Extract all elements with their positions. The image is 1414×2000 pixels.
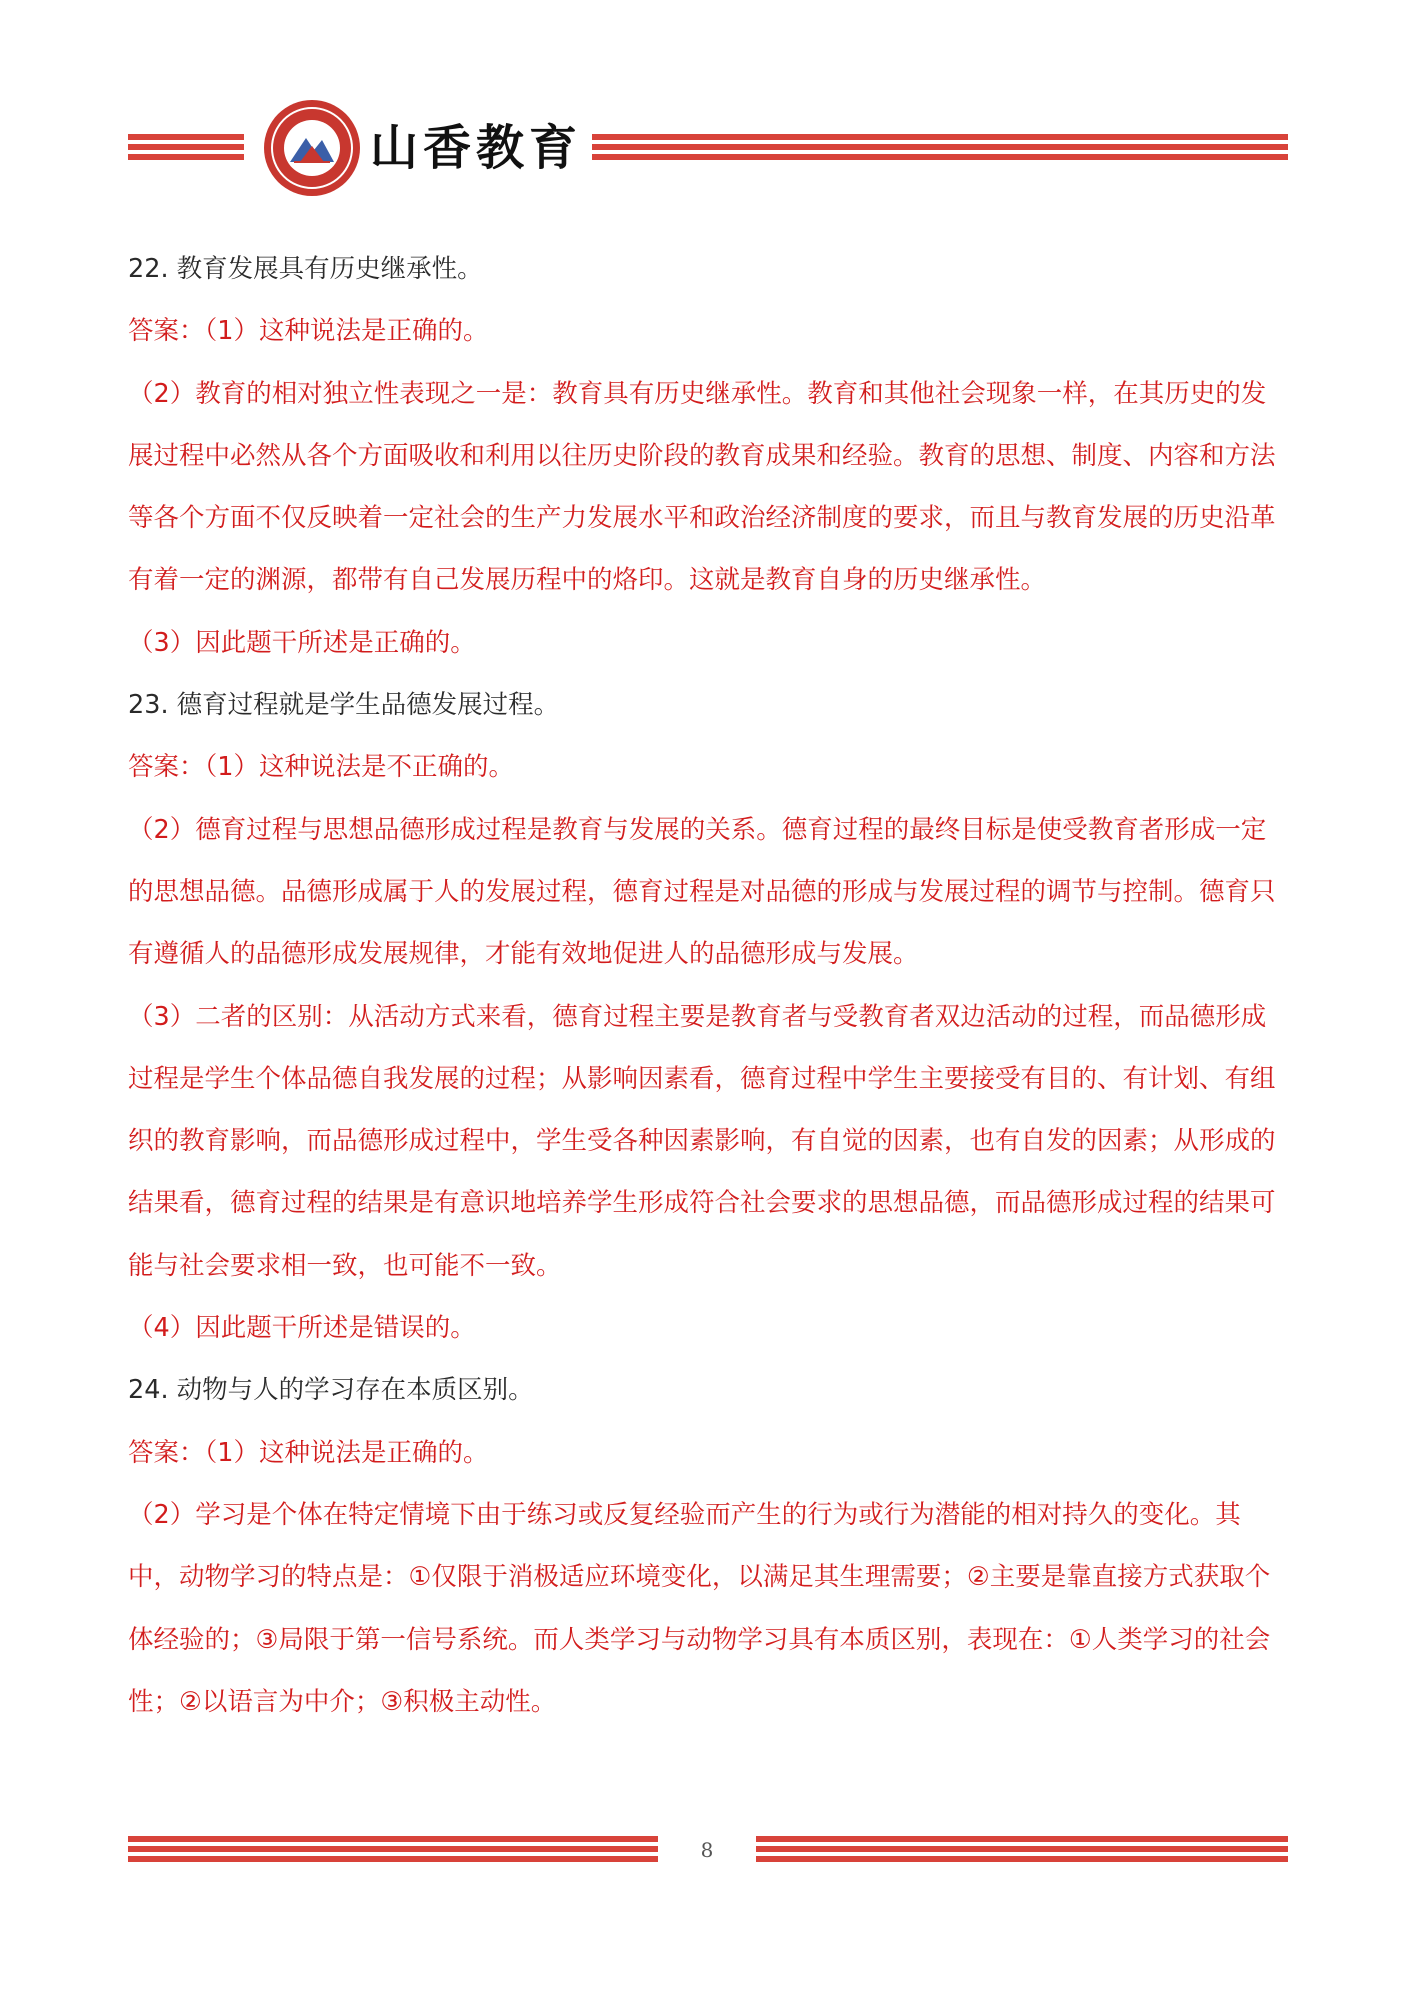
question-23: 23. 德育过程就是学生品德发展过程。 <box>128 690 560 721</box>
answer-23-part1: 答案：（1）这种说法是不正确的。 <box>128 752 514 783</box>
question-24: 24. 动物与人的学习存在本质区别。 <box>128 1375 534 1406</box>
logo-emblem <box>264 100 360 196</box>
answer-23-part3: （3）二者的区别：从活动方式来看，德育过程主要是教育者与受教育者双边活动的过程，而品德形成过程是学生个体品德自我发展的过程；从影响因素看，德育过程中学生主要接受有目的、有计划、有组织的教育影响，而品德形成过程中，学生受各种因素影响，有自觉的因素，也有自发的因素；从形成的结果看，德育过程的结果是有意识地培养学生形成符合社会要求的思想品德，而品德形成过程的结果可能与社会要求相一致，也可能不一致。 <box>128 1001 1276 1281</box>
header-stripes-left <box>128 134 244 160</box>
footer-stripes-left <box>128 1836 658 1862</box>
answer-22-part2: （2）教育的相对独立性表现之一是：教育具有历史继承性。教育和其他社会现象一样，在其历史的发展过程中必然从各个方面吸收和利用以往历史阶段的教育成果和经验。教育的思想、制度、内容和方法等各个方面不仅反映着一定社会的生产力发展水平和政治经济制度的要求，而且与教育发展的历史沿革有着一定的渊源，都带有自己发展历程中的烙印。这就是教育自身的历史继承性。 <box>128 378 1276 596</box>
brand-name: 山香教育 <box>370 120 583 176</box>
answer-23-part4: （4）因此题干所述是错误的。 <box>128 1313 476 1344</box>
answer-23-part2: （2）德育过程与思想品德形成过程是教育与发展的关系。德育过程的最终目标是使受教育者形成一定的思想品德。品德形成属于人的发展过程，德育过程是对品德的形成与发展过程的调节与控制。德育只有遵循人的品德形成发展规律，才能有效地促进人的品德形成与发展。 <box>128 814 1276 970</box>
mountain-logo-icon <box>264 100 360 196</box>
document-body <box>128 238 1288 1733</box>
answer-24-part1: 答案：（1）这种说法是正确的。 <box>128 1437 489 1468</box>
header-stripes-right <box>592 134 1288 160</box>
page-number: 8 <box>700 1838 714 1862</box>
footer-stripes-right <box>756 1836 1288 1862</box>
question-22: 22. 教育发展具有历史继承性。 <box>128 254 483 284</box>
answer-22-part1: 答案：（1）这种说法是正确的。 <box>128 316 489 347</box>
answer-22-part3: （3）因此题干所述是正确的。 <box>128 627 476 658</box>
answer-24-part2: （2）学习是个体在特定情境下由于练习或反复经验而产生的行为或行为潜能的相对持久的变化。其中，动物学习的特点是：①仅限于消极适应环境变化，以满足其生理需要；②主要是靠直接方式获取个体经验的；③局限于第一信号系统。而人类学习与动物学习具有本质区别，表现在：①人类学习的社会性；②以语言为中介；③积极主动性。 <box>128 1499 1271 1717</box>
